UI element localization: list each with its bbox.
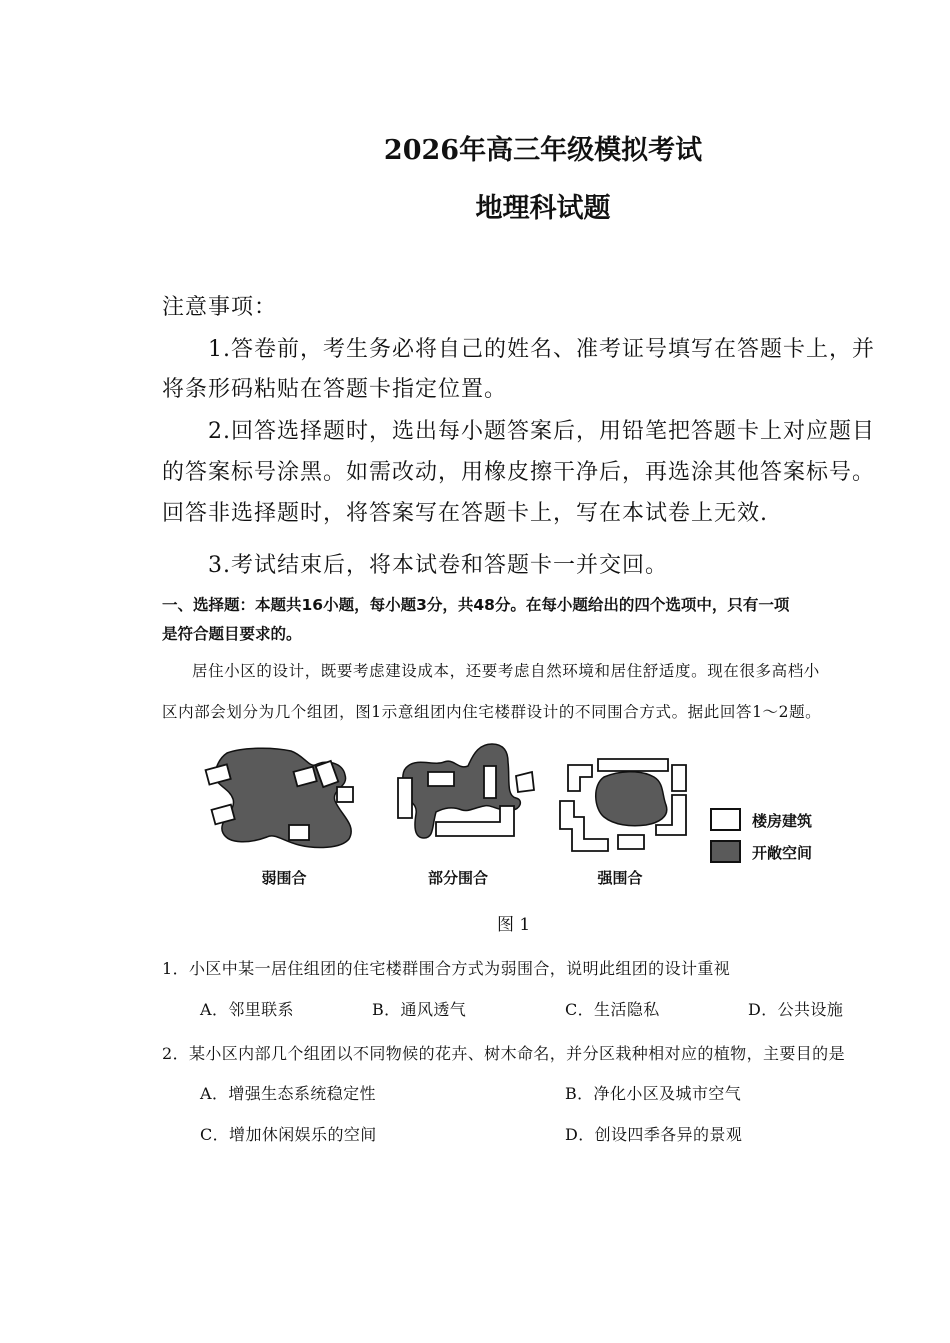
- legend-open-space-swatch: [710, 840, 742, 864]
- exam-subject: 地理科试题: [475, 193, 611, 224]
- question-1-stem: 1．小区中某一居住组团的住宅楼群围合方式为弱围合，说明此组团的设计重视: [162, 959, 731, 978]
- notice-line: 回答非选择题时，将答案写在答题卡上，写在本试卷上无效.: [162, 501, 768, 526]
- notice-line: 3.考试结束后，将本试卷和答题卡一并交回。: [208, 553, 668, 578]
- question-1-option-c: C．生活隐私: [565, 1000, 660, 1019]
- building-block: [516, 772, 534, 792]
- question-2-option-a: A．增强生态系统稳定性: [200, 1084, 376, 1103]
- question-1-option-d: D．公共设施: [748, 1000, 844, 1019]
- section-heading: 一、选择题：本题共16小题，每小题3分，共48分。在每小题给出的四个选项中，只有一项: [162, 596, 790, 614]
- exam-title: 2026年高三年级模拟考试: [383, 135, 703, 166]
- strong-enclosure-diagram: [558, 755, 698, 860]
- weak-enclosure-diagram: [203, 745, 363, 855]
- question-1-option-a: A．邻里联系: [200, 1000, 294, 1019]
- figure-caption: 图 1: [497, 915, 531, 935]
- open-space-area: [596, 772, 667, 826]
- notice-line: 的答案标号涂黑。如需改动，用橡皮擦干净后，再选涂其他答案标号。: [162, 460, 876, 485]
- legend-building-swatch: [710, 808, 742, 832]
- label-weak-enclosure: 弱围合: [261, 869, 307, 887]
- building-block: [398, 778, 412, 818]
- notice-line: 将条形码粘贴在答题卡指定位置。: [162, 377, 508, 402]
- building-block: [672, 765, 686, 791]
- question-2-option-c: C．增加休闲娱乐的空间: [200, 1125, 377, 1144]
- building-block: [568, 765, 592, 791]
- notice-line: 1.答卷前，考生务必将自己的姓名、准考证号填写在答题卡上，并: [208, 337, 875, 362]
- question-2-option-b: B．净化小区及城市空气: [565, 1084, 742, 1103]
- building-block: [436, 806, 514, 836]
- notice-line: 2.回答选择题时，选出每小题答案后，用铅笔把答题卡上对应题目: [208, 419, 875, 444]
- building-block: [337, 787, 353, 802]
- question-2-stem: 2．某小区内部几个组团以不同物候的花卉、树木命名，并分区栽种相对应的植物，主要目的是: [162, 1044, 845, 1063]
- building-block: [428, 772, 454, 786]
- label-partial-enclosure: 部分围合: [427, 869, 488, 887]
- building-block: [598, 759, 668, 771]
- question-1-option-b: B．通风透气: [372, 1000, 467, 1019]
- legend-open-space-label: 开敞空间: [752, 844, 813, 862]
- label-strong-enclosure: 强围合: [597, 869, 643, 887]
- question-2-option-d: D．创设四季各异的景观: [565, 1125, 743, 1144]
- question-intro-cont: 区内部会划分为几个组团，图1示意组团内住宅楼群设计的不同围合方式。据此回答1～2题。: [162, 703, 822, 721]
- building-block: [289, 825, 309, 840]
- building-block: [618, 835, 644, 849]
- question-intro: 居住小区的设计，既要考虑建设成本，还要考虑自然环境和居住舒适度。现在很多高档小: [192, 662, 820, 680]
- notice-heading: 注意事项：: [162, 295, 278, 320]
- section-heading-cont: 是符合题目要求的。: [162, 625, 302, 643]
- partial-enclosure-diagram: [388, 740, 548, 850]
- building-block: [484, 766, 496, 798]
- legend-building-label: 楼房建筑: [752, 812, 813, 830]
